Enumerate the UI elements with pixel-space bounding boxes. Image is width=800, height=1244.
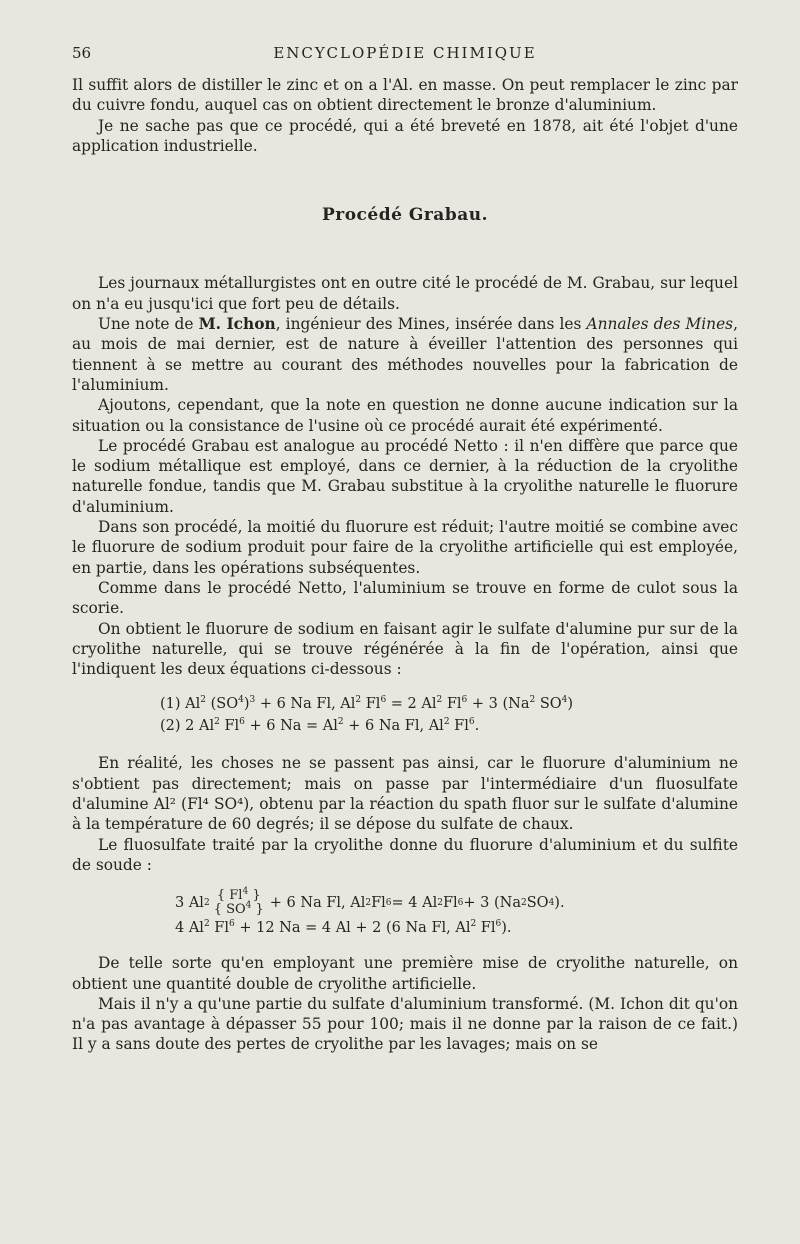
paragraph: Je ne sache pas que ce procédé, qui a été breveté en 1878, ait été l'objet d'une application industrielle. [72, 116, 738, 155]
running-title: ENCYCLOPÉDIE CHIMIQUE [273, 44, 537, 62]
equation-1: (1) Al$^2$ $(SO^4)^3 + 6$ Na Fl, Al$^2$ $Fl^6 = 2$ Al$^2$ $Fl^6 + 3$ (Na$^2$ $SO^4$) [160, 695, 574, 713]
journal-title: Annales des Mines [586, 315, 734, 334]
page-body [72, 75, 738, 1055]
equation-3: 3 Al 2 { Fl$^4$ } { $SO^4$ } + 6 Na Fl, Al 2 Fl 6 = 4 Al 2 Fl 6 + 3 (Na 2 SO 4 ). [175, 886, 565, 918]
brace-group: { Fl$^4$ } { $SO^4$ } [213, 886, 264, 918]
paragraph: Le procédé Grabau est analogue au procédé Netto : il n'en diffère que parce que le sodium métallique est employé, dans ce dernier, à la réduction de la cryolithe naturelle fondue, tandis que M. Grabau substitue à la cryolithe naturelle le fluorure d'aluminium. [72, 436, 738, 516]
paragraph: Comme dans le procédé Netto, l'aluminium se trouve en forme de culot sous la scorie. [72, 578, 738, 618]
paragraph: Le fluosulfate traité par la cryolithe donne du fluorure d'aluminium et du sulfite de soude : [72, 835, 738, 874]
paragraph: De telle sorte qu'en employant une première mise de cryolithe naturelle, on obtient une quantité double de cryolithe artificielle. [72, 954, 738, 993]
equation-4: 4 Al$^2$ $Fl^6 + 12$ Na = 4 Al + 2 (6 Na Fl, Al$^2$ Fl$^6$). [175, 919, 512, 937]
paragraph: Il suffit alors de distiller le zinc et on a l'Al. en masse. On peut remplacer le zinc par du cuivre fondu, auquel cas on obtient directement le bronze d'aluminium. [72, 76, 738, 115]
paragraph: En réalité, les choses ne se passent pas ainsi, car le fluorure d'aluminium ne s'obtient pas directement; mais on passe par l'intermédiaire d'un fluosulfate d'alumine Al² (Fl⁴ SO⁴), obtenu par la réaction du spath fluor sur le sulfate d'alumine à la température de 60 degrés; il se dépose du sulfate de chaux. [72, 754, 738, 834]
paragraph: On obtient le fluorure de sodium en faisant agir le sulfate d'alumine pur sur de la cryolithe naturelle, qui se trouve régénérée à la fin de l'opération, ainsi que l'indiquent les deux équations ci-dessous : [72, 619, 738, 679]
paragraph: Une note de M. Ichon, ingénieur des Mines, insérée dans les Annales des Mines, au mois de mai dernier, est de nature à éveiller l'attention des personnes qui tiennent à se mettre au courant des méthodes nouvelles pour la fabrication de l'aluminium. [72, 315, 738, 394]
paragraph: Dans son procédé, la moitié du fluorure est réduit; l'autre moitié se combine avec le fluorure de sodium produit pour faire de la cryolithe artificielle qui est employée, en partie, dans les opérations subséquentes. [72, 518, 738, 577]
paragraph: Mais il n'y a qu'une partie du sulfate d'aluminium transformé. (M. Ichon dit qu'on n'a pas avantage à dépasser 55 pour 100; mais il ne donne par la raison de ce fait.) Il y a sans doute des pertes de cryolithe par les lavages; mais on se [72, 994, 738, 1054]
paragraph: Les journaux métallurgistes ont en outre cité le procédé de M. Grabau, sur lequel on n'a eu jusqu'ici que fort peu de détails. [72, 274, 738, 313]
equations-block-2 [72, 886, 738, 939]
paragraph: Ajoutons, cependant, que la note en question ne donne aucune indication sur la situation ou la consistance de l'usine où ce procédé aurait été expérimenté. [72, 396, 738, 435]
running-header [72, 44, 738, 68]
page-number: 56 [72, 44, 92, 62]
section-title: Procédé Grabau. [321, 205, 489, 226]
equations-block [72, 693, 738, 737]
equation-2: (2) 2 Al$^2$ $Fl^6 + 6$ $Na = Al^2 + 6$ Na Fl, Al$^2$ Fl$^6$. [160, 717, 480, 735]
